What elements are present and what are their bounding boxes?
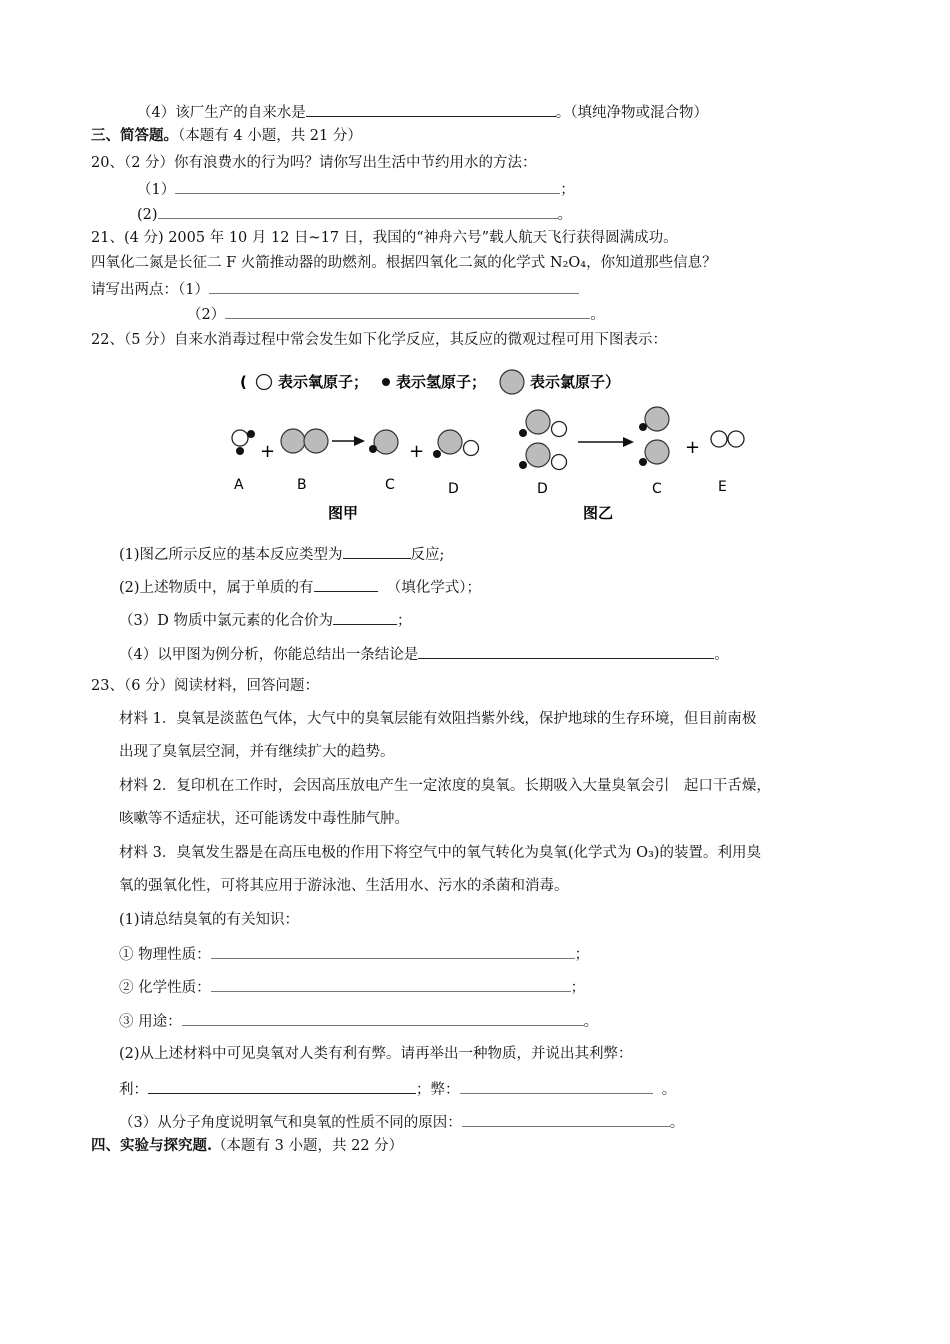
label-c: C (385, 477, 395, 493)
figure-yi-caption: 图乙 (583, 504, 614, 522)
q23-physical: ① 物理性质： ； (119, 943, 589, 965)
q23-stem: 23、（6 分）阅读材料，回答问题： (91, 678, 320, 694)
section3-heading: 三、简答题。（本题有 4 小题，共 21 分） (91, 127, 362, 144)
diagram-legend (240, 370, 620, 394)
use-blank[interactable] (182, 1010, 584, 1026)
section4-heading: 四、实验与探究题.（本题有 3 小题，共 22 分） (91, 1137, 404, 1154)
q21-stem2: 四氧化二氮是长征二 F 火箭推动器的助燃剂。根据四氧化二氮的化学式 N₂O₄，你知道那些信息？ (91, 255, 717, 271)
q23-material2-b: 咳嗽等不适症状，还可能诱发中毒性肺气肿。 (119, 811, 409, 827)
q23-part1: (1)请总结臭氧的有关知识： (119, 912, 300, 928)
q23-use: ③ 用途： 。 (119, 1010, 598, 1032)
molecule-c-pair (639, 407, 669, 466)
q21-blank1[interactable] (209, 278, 579, 294)
q21-blank2[interactable] (225, 303, 590, 319)
plus-sign: + (409, 441, 425, 462)
svg-text:(: ( (240, 373, 247, 391)
q23-material3-a: 材料 3．臭氧发生器是在高压电极的作用下将空气中的氧气转化为臭氧(化学式为 O₃)的装置。利用臭 (119, 845, 761, 861)
svg-text:表示氯原子）: 表示氯原子） (530, 373, 621, 391)
q22-part4: （4）以甲图为例分析，你能总结出一条结论是 。 (119, 643, 729, 665)
q23-material1-a: 材料 1．臭氧是淡蓝色气体，大气中的臭氧层能有效阻挡紫外线，保护地球的生存环境，但目前南极 (119, 711, 757, 727)
q19-4: （4）该厂生产的自来水是 。（填纯净物或混合物） (137, 101, 708, 123)
svg-text:表示氧原子；: 表示氧原子； (278, 373, 369, 391)
q23-pros-cons: 利： ；弊： 。 (119, 1078, 676, 1100)
label-a: A (234, 477, 244, 493)
reaction-arrow-jia (332, 436, 365, 446)
molecule-d-pair (519, 410, 567, 470)
q20-blank1[interactable] (175, 178, 560, 194)
label-b: B (297, 477, 307, 493)
plus-sign: + (685, 437, 701, 458)
q21-item1: 请写出两点：（1） (91, 278, 579, 300)
q22-part3: （3）D 物质中氯元素的化合价为 ； (119, 609, 411, 631)
cons-blank[interactable] (460, 1078, 653, 1094)
q23-material1-b: 出现了臭氧层空洞，并有继续扩大的趋势。 (119, 744, 395, 760)
q20-item1: （1） ； (137, 178, 575, 200)
figure-jia-caption: 图甲 (328, 504, 359, 522)
reaction-diagram (220, 365, 760, 530)
q22-blank4[interactable] (418, 643, 714, 659)
molecule-b (281, 429, 328, 453)
q22-part2: (2)上述物质中，属于单质的有 （填化学式）； (119, 576, 481, 598)
hydrogen-legend-icon (382, 378, 390, 386)
q21-stem1: 21、(4 分) 2005 年 10 月 12 日~17 日，我国的“神舟六号”载人航天飞行获得圆满成功。 (91, 230, 678, 246)
q22-blank1[interactable] (343, 543, 411, 559)
reaction-arrow-yi (578, 437, 634, 447)
physical-property-blank[interactable] (211, 943, 575, 959)
q21-item2: （2） 。 (187, 303, 605, 325)
oxygen-legend-icon (257, 375, 272, 390)
q20-item2: (2) 。 (137, 203, 572, 225)
molecule-d (433, 430, 479, 458)
label-c2: C (652, 481, 662, 497)
q20-blank2[interactable] (158, 203, 558, 219)
label-d2: D (537, 481, 548, 497)
q23-material3-b: 氧的强氧化性，可将其应用于游泳池、生活用水、污水的杀菌和消毒。 (119, 878, 569, 894)
pros-blank[interactable] (148, 1078, 416, 1094)
plus-sign: + (260, 441, 276, 462)
molecule-c (369, 430, 398, 454)
q19-4-blank[interactable] (306, 101, 556, 117)
q23-part3: （3）从分子角度说明氧气和臭氧的性质不同的原因： 。 (119, 1111, 684, 1133)
molecule-a (232, 430, 255, 455)
svg-text:表示氢原子；: 表示氢原子； (396, 373, 487, 391)
molecule-e (711, 431, 744, 447)
q22-blank2[interactable] (314, 576, 378, 592)
q23-part2: (2)从上述材料中可见臭氧对人类有利有弊。请再举出一种物质，并说出其利弊： (119, 1046, 633, 1062)
q22-part1: (1)图乙所示反应的基本反应类型为 反应; (119, 543, 444, 565)
q20-stem: 20、（2 分）你有浪费水的行为吗？请你写出生活中节约用水的方法： (91, 155, 537, 171)
chlorine-legend-icon (500, 370, 524, 394)
label-d: D (448, 481, 459, 497)
q23-material2-a: 材料 2．复印机在工作时，会因高压放电产生一定浓度的臭氧。长期吸入大量臭氧会引 起口干舌燥， (119, 778, 771, 794)
q23-blank3[interactable] (462, 1111, 670, 1127)
label-e: E (718, 479, 727, 495)
q23-chemical: ② 化学性质： ； (119, 976, 585, 998)
q22-blank3[interactable] (333, 609, 397, 625)
q22-stem: 22、（5 分）自来水消毒过程中常会发生如下化学反应，其反应的微观过程可用下图表示： (91, 332, 668, 348)
chemical-property-blank[interactable] (211, 976, 571, 992)
